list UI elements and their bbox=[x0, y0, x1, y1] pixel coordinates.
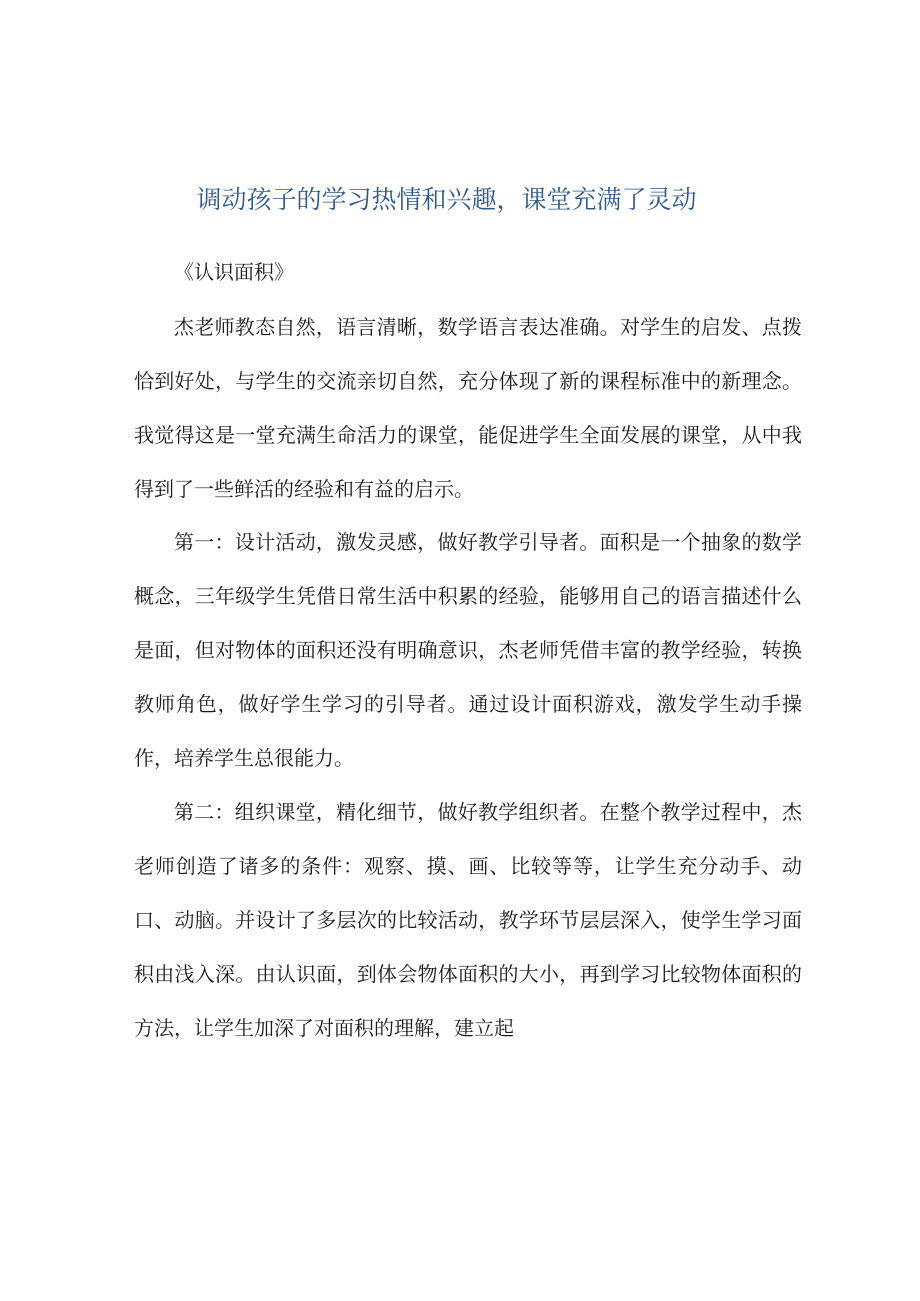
page-title: 调动孩子的学习热情和兴趣，课堂充满了灵动 bbox=[196, 185, 697, 214]
paragraph-intro: 杰老师教态自然，语言清晰，数学语言表达准确。对学生的启发、点拨恰到好处，与学生的交流亲切自然，充分体现了新的课程标准中的新理念。我觉得这是一堂充满生命活力的课堂，能促进学生全面发展的课堂，从中我得到了一些鲜活的经验和有益的启示。 bbox=[134, 315, 802, 501]
paragraph-second-point: 第二：组织课堂，精化细节，做好教学组织者。在整个教学过程中，杰老师创造了诸多的条件：观察、摸、画、比较等等，让学生充分动手、动口、动脑。并设计了多层次的比较活动，教学环节层层深入，使学生学习面积由浅入深。由认识面，到体会物体面积的大小，再到学习比较物体面积的方法，让学生加深了对面积的理解，建立起 bbox=[134, 800, 802, 1040]
page-subtitle: 《认识面积》 bbox=[174, 260, 294, 284]
paragraph-first-point: 第一：设计活动，激发灵感，做好教学引导者。面积是一个抽象的数学概念，三年级学生凭借日常生活中积累的经验，能够用自己的语言描述什么是面，但对物体的面积还没有明确意识，杰老师凭借丰富的教学经验，转换教师角色，做好学生学习的引导者。通过设计面积游戏，激发学生动手操作，培养学生总很能力。 bbox=[134, 530, 802, 770]
